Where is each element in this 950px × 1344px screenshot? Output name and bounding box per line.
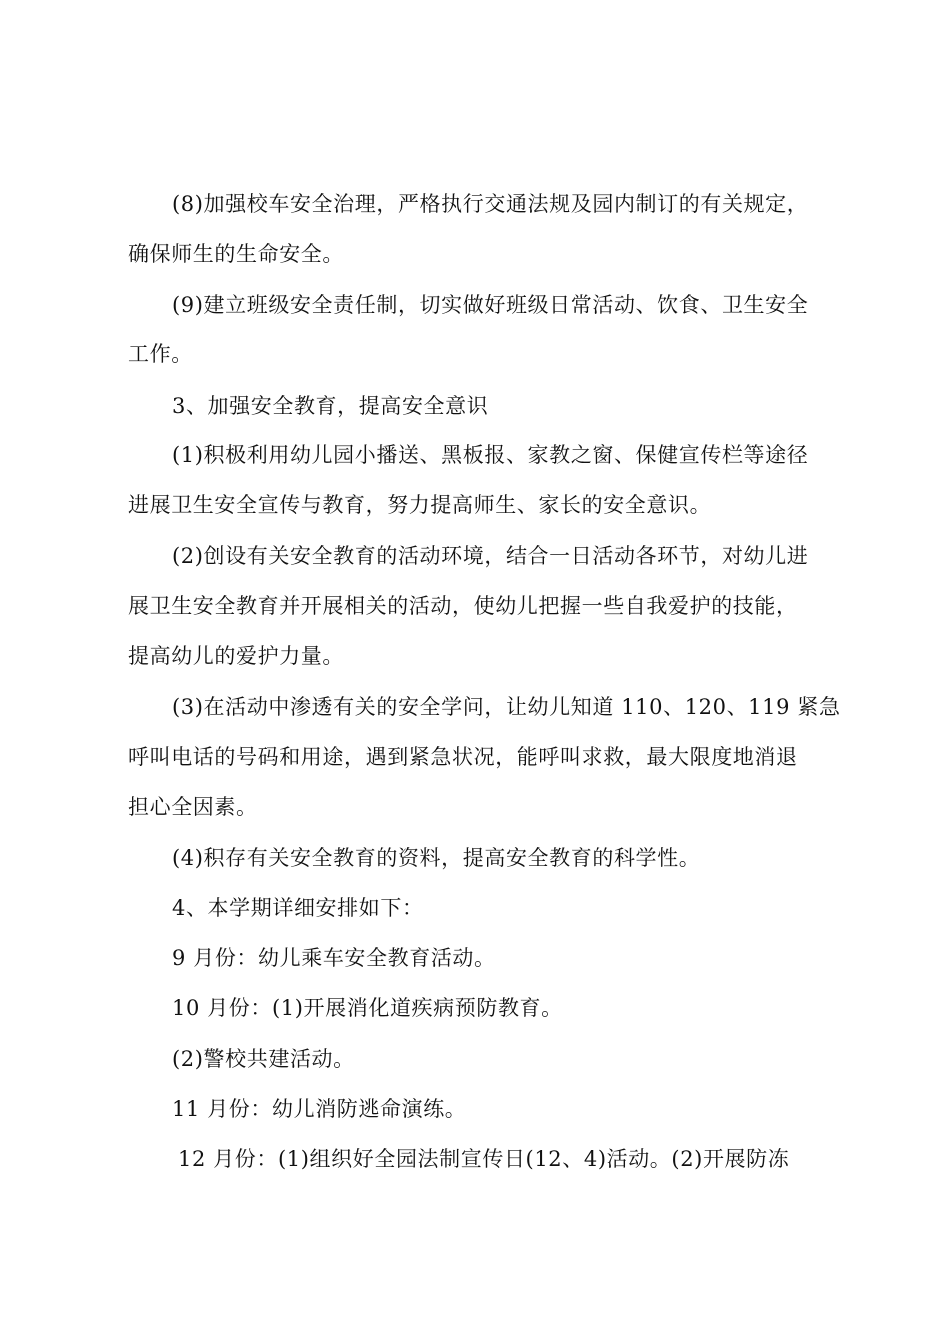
paragraph-line: (1)积极利用幼儿园小播送、黑板报、家教之窗、保健宣传栏等途径 [172,443,809,467]
paragraph-line: (3)在活动中渗透有关的安全学问，让幼儿知道 110、120、119 紧急 [172,695,841,719]
paragraph-line: 进展卫生安全宣传与教育，努力提高师生、家长的安全意识。 [128,493,712,517]
paragraph-line: 担心全因素。 [128,795,258,819]
paragraph-line: 呼叫电话的号码和用途，遇到紧急状况，能呼叫求救，最大限度地消退 [128,745,798,769]
schedule-line: (2)警校共建活动。 [172,1047,355,1071]
paragraph-line: (8)加强校车安全治理，严格执行交通法规及园内制订的有关规定， [172,192,809,216]
paragraph-line: 工作。 [128,342,193,366]
schedule-line: 9 月份：幼儿乘车安全教育活动。 [172,946,496,970]
section-heading: 3、加强安全教育，提高安全意识 [172,394,489,418]
paragraph-line: (4)积存有关安全教育的资料，提高安全教育的科学性。 [172,846,701,870]
paragraph-line: 提高幼儿的爱护力量。 [128,644,344,668]
paragraph-line: (2)创设有关安全教育的活动环境，结合一日活动各环节，对幼儿进 [172,544,809,568]
paragraph-line: 展卫生安全教育并开展相关的活动，使幼儿把握一些自我爱护的技能， [128,594,798,618]
paragraph-line: 确保师生的生命安全。 [128,242,344,266]
schedule-line: 12 月份：(1)组织好全园法制宣传日(12、4)活动。(2)开展防冻 [178,1147,790,1171]
paragraph-line: (9)建立班级安全责任制，切实做好班级日常活动、饮食、卫生安全 [172,293,809,317]
schedule-line: 11 月份：幼儿消防逃命演练。 [172,1097,467,1121]
section-heading: 4、本学期详细安排如下： [172,896,424,920]
schedule-line: 10 月份：(1)开展消化道疾病预防教育。 [172,996,563,1020]
